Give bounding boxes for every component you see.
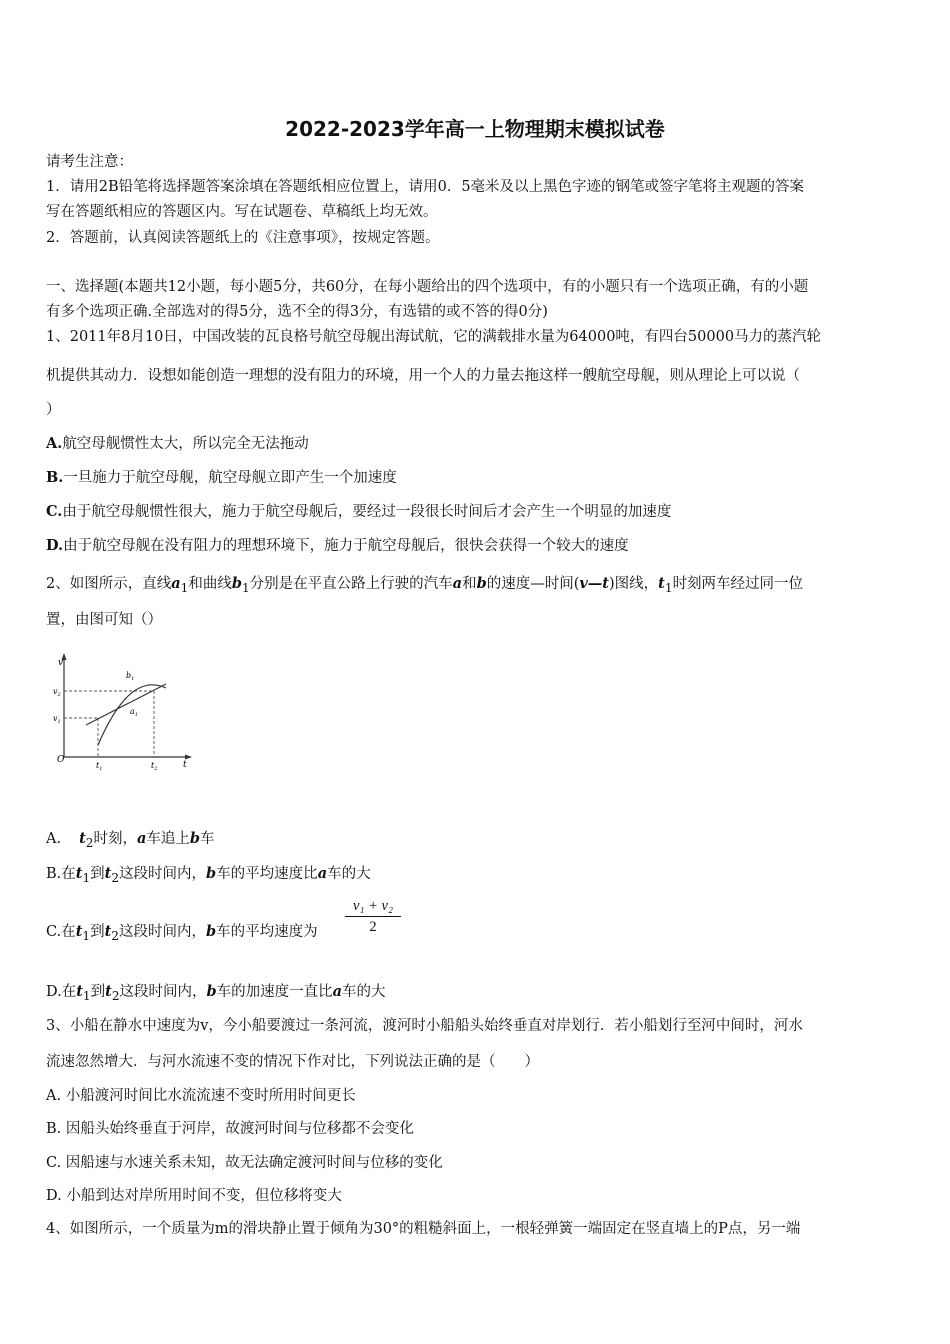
option-text: 这段时间内， [119, 866, 207, 882]
q3-option-d[interactable]: D. 小船到达对岸所用时间不变，但位移将变大 [46, 1188, 342, 1204]
q2-text: 2、如图所示，直线 [46, 576, 172, 592]
q2-stem-a [46, 574, 908, 598]
subscript: 1 [82, 928, 91, 943]
q1-option-a[interactable] [46, 434, 908, 454]
q4-stem-a: 4、如图所示，一个质量为m的滑块静止置于倾角为30°的粗糙斜面上，一根轻弹簧一端固定在竖直墙上的P点，另一端 [46, 1221, 801, 1237]
option-letter: A. [46, 831, 62, 847]
q3-stem-a: 3、小船在静水中速度为v，今小船要渡过一条河流，渡河时小船船头始终垂直对岸划行．若小船划行至河中间时，河水 [46, 1018, 803, 1034]
option-letter: C. [46, 503, 63, 520]
option-letter: C. [46, 924, 62, 940]
symbol-t: t [76, 983, 83, 1000]
symbol-b: b [476, 575, 487, 592]
subscript: 2 [85, 835, 94, 850]
t-axis-arrow [185, 755, 192, 760]
option-letter: B. [46, 469, 64, 486]
symbol-b: b [189, 830, 201, 847]
q2-text: 和 [462, 576, 477, 592]
v1-label: $v_1$ [53, 714, 61, 725]
option-text: 在 [61, 924, 76, 940]
section-heading-2: 有多个选项正确.全部选对的得5分，选不全的得3分，有选错的或不答的得0分) [46, 304, 548, 320]
fraction-denominator: 2 [369, 919, 377, 935]
curve-b1-label: $b_1$ [126, 671, 135, 682]
q1-stem-a: 1、2011年8月10日，中国改装的瓦良格号航空母舰出海试航，它的满载排水量为64000吨，有四台50000马力的蒸汽轮 [46, 329, 822, 345]
subscript: 1 [180, 580, 189, 595]
subscript: 2 [111, 988, 120, 1003]
symbol-b: b [206, 983, 217, 1000]
notice-heading: 请考生注意： [46, 154, 133, 170]
symbol-t: t [105, 983, 112, 1000]
fraction-bar [345, 916, 401, 917]
q2-text: )图线， [609, 576, 659, 592]
symbol-t: t [104, 865, 112, 882]
origin-label: O [57, 755, 65, 765]
option-text: 这段时间内， [119, 984, 207, 1000]
symbol-a: a [452, 575, 463, 592]
option-text: 在 [61, 984, 77, 1000]
option-text: 在 [61, 866, 76, 882]
q2-option-a[interactable] [46, 829, 908, 853]
q1-stem-c: ） [46, 402, 61, 418]
option-text: 时刻， [93, 831, 137, 847]
subscript: 1 [664, 580, 673, 595]
option-text: 车 [200, 831, 215, 847]
option-text: 车的平均速度比 [216, 866, 318, 882]
q2-stem-b: 置，由图可知（） [46, 612, 162, 628]
q1-option-c[interactable] [46, 502, 908, 522]
q3-option-a[interactable]: A. 小船渡河时间比水流流速不变时所用时间更长 [46, 1088, 356, 1104]
t2-label: $t_2$ [151, 761, 158, 770]
q2-option-b[interactable] [46, 864, 908, 888]
q2-text: 的速度—时间( [486, 576, 580, 592]
option-text: 一旦施力于航空母舰，航空母舰立即产生一个加速度 [63, 470, 397, 486]
symbol-a: a [136, 830, 147, 847]
option-text: 车的大 [342, 984, 386, 1000]
symbol-a: a [171, 575, 181, 592]
exam-title: 2022-2023学年高一上物理期末模拟试卷 [285, 117, 665, 141]
q1-option-d[interactable] [46, 536, 908, 556]
symbol-a: a [317, 865, 328, 882]
option-text: 车追上 [146, 831, 190, 847]
symbol-t: t [104, 923, 112, 940]
notice-item-2: 2．答题前，认真阅读答题纸上的《注意事项》，按规定答题。 [46, 230, 440, 246]
q3-option-b[interactable]: B. 因船头始终垂直于河岸，故渡河时间与位移都不会变化 [46, 1121, 414, 1137]
symbol-t: t [79, 830, 86, 847]
subscript: 1 [82, 870, 91, 885]
option-text: 由于航空母舰惯性很大，施力于航空母舰后，要经过一段很长时间后才会产生一个明显的加速度 [62, 504, 672, 520]
q3-stem-b: 流速忽然增大．与河水流速不变的情况下作对比，下列说法正确的是（ ） [46, 1054, 539, 1070]
q2-option-d[interactable] [46, 982, 908, 1006]
v2-label: $v_2$ [53, 687, 61, 698]
t1-label: $t_1$ [96, 761, 103, 770]
subscript: 2 [111, 870, 120, 885]
subscript: 1 [82, 988, 91, 1003]
section-heading-1: 一、选择题(本题共12小题，每小题5分，共60分，在每小题给出的四个选项中，有的小题只有一个选项正确，有的小题 [46, 279, 809, 295]
option-letter: A. [46, 435, 63, 452]
option-text: 车的加速度一直比 [216, 984, 333, 1000]
option-text: 由于航空母舰在没有阻力的理想环境下，施力于航空母舰后，很快会获得一个较大的速度 [63, 538, 629, 554]
line-a1-label: $a_1$ [130, 707, 138, 718]
notice-item-1a: 1．请用2B铅笔将选择题答案涂填在答题纸相应位置上，请用0．5毫米及以上黑色字迹的钢笔或签字笔将主观题的答案 [46, 179, 805, 195]
q3-option-c[interactable]: C. 因船速与水速关系未知，故无法确定渡河时间与位移的变化 [46, 1155, 443, 1171]
symbol-vt: v—t [579, 575, 609, 592]
t-axis-label: t [183, 760, 187, 770]
v-axis-label: v [58, 658, 64, 668]
option-text: 这段时间内， [118, 924, 206, 940]
option-text: 车的大 [327, 866, 371, 882]
symbol-t: t [75, 865, 83, 882]
option-letter: D. [46, 537, 64, 554]
symbol-a: a [332, 983, 343, 1000]
option-text: 到 [90, 924, 105, 940]
subscript: 1 [241, 580, 250, 595]
q2-text: 时刻两车经过同一位 [672, 576, 804, 592]
symbol-b: b [206, 865, 217, 882]
q2-option-c[interactable] [46, 922, 908, 946]
option-text: 航空母舰惯性太大，所以完全无法拖动 [62, 436, 309, 452]
subscript: 2 [111, 928, 119, 943]
option-text: 车的平均速度为 [216, 924, 318, 940]
symbol-b: b [205, 923, 217, 940]
q2-text: 和曲线 [188, 576, 232, 592]
symbol-b: b [231, 575, 242, 592]
symbol-t: t [658, 575, 665, 592]
average-velocity-fraction [345, 898, 401, 936]
fraction-numerator: v₁ + v₂ [353, 898, 393, 914]
q1-option-b[interactable] [46, 468, 908, 488]
option-letter: B. [46, 866, 62, 882]
option-text: 到 [90, 984, 106, 1000]
vt-graph-figure [50, 645, 200, 770]
option-text: 到 [90, 866, 105, 882]
notice-item-1b: 写在答题纸相应的答题区内。写在试题卷、草稿纸上均无效。 [46, 204, 438, 220]
q1-stem-b: 机提供其动力．设想如能创造一理想的没有阻力的环境，用一个人的力量去拖这样一艘航空母舰，则从理论上可以说（ [46, 368, 800, 384]
option-letter: D. [46, 984, 62, 1000]
q2-text: 分别是在平直公路上行驶的汽车 [249, 576, 453, 592]
symbol-t: t [75, 923, 83, 940]
